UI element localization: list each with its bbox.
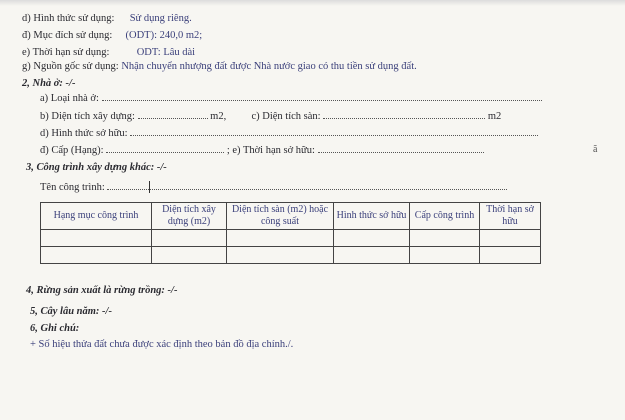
table-cell — [334, 230, 410, 247]
usage-origin-label: g) Nguồn gốc sử dụng: — [22, 61, 119, 72]
usage-origin-row — [22, 60, 417, 73]
usage-purpose-value: (ODT): 240,0 m2; — [125, 30, 203, 41]
grade-dotline — [106, 143, 224, 153]
build-area-row — [40, 109, 501, 123]
usage-purpose-row — [22, 29, 202, 42]
structure-name-dotline — [107, 180, 507, 190]
grade-label: đ) Cấp (Hạng): — [40, 145, 104, 156]
header-floor-area: Diện tích sàn (m2) hoặc công suất — [227, 203, 334, 230]
header-build-area: Diện tích xây dựng (m2) — [152, 203, 227, 230]
other-structures-heading: 3, Công trình xây dựng khác: -/- — [26, 162, 167, 173]
ownership-form-row — [40, 126, 538, 140]
header-grade: Cấp công trình — [410, 203, 480, 230]
table-row — [41, 247, 541, 264]
perennial-heading: 5, Cây lâu năm: -/- — [30, 306, 112, 317]
floor-area-dotline — [323, 109, 485, 119]
house-type-label: a) Loại nhà ở: — [40, 93, 99, 104]
table-cell — [227, 247, 334, 264]
top-edge-shadow — [0, 0, 625, 6]
notes-heading: 6, Ghi chú: — [30, 323, 80, 334]
structure-name-row — [40, 180, 507, 194]
usage-origin-value: Nhận chuyển nhượng đất được Nhà nước giao có thu tiền sử dụng đất. — [121, 61, 417, 72]
table-cell — [152, 230, 227, 247]
forest-heading: 4, Rừng sản xuất là rừng trồng: -/- — [26, 285, 178, 296]
ownership-term-dotline — [318, 143, 484, 153]
table-cell — [152, 247, 227, 264]
table-cell — [334, 247, 410, 264]
house-type-dotline — [102, 91, 542, 101]
table-header-row — [41, 203, 541, 230]
table-cell — [480, 247, 541, 264]
structures-table — [40, 202, 541, 264]
table-cell — [410, 230, 480, 247]
ownership-term-label: ; e) Thời hạn sở hữu: — [226, 145, 315, 156]
header-ownership-term: Thời hạn sở hữu — [480, 203, 541, 230]
notes-text: + Số hiệu thửa đất chưa được xác định theo bản đồ địa chính./. — [30, 339, 294, 350]
build-area-dotline — [138, 109, 208, 119]
floor-area-label: c) Diện tích sàn: — [251, 111, 321, 122]
text-cursor — [149, 181, 150, 193]
grade-row — [40, 143, 484, 157]
usage-form-label: d) Hình thức sử dụng: — [22, 13, 115, 24]
usage-purpose-label: đ) Mục đích sử dụng: — [22, 30, 113, 41]
usage-term-row — [22, 46, 195, 59]
table-cell — [41, 230, 152, 247]
structure-name-label: Tên công trình: — [40, 182, 105, 193]
usage-form-value: Sử dụng riêng. — [129, 13, 192, 24]
ownership-form-dotline — [130, 126, 538, 136]
build-area-unit: m2, — [210, 111, 227, 122]
usage-term-value: ODT: Lâu dài — [136, 47, 196, 58]
table-cell — [480, 230, 541, 247]
build-area-label: b) Diện tích xây dựng: — [40, 111, 135, 122]
usage-term-label: e) Thời hạn sử dụng: — [22, 47, 110, 58]
house-type-row — [40, 91, 542, 105]
house-heading: 2, Nhà ở: -/- — [22, 78, 76, 89]
table-cell — [227, 230, 334, 247]
ownership-form-label: d) Hình thức sở hữu: — [40, 128, 128, 139]
usage-form-row — [22, 12, 192, 25]
header-category: Hạng mục công trình — [41, 203, 152, 230]
floor-area-unit: m2 — [487, 111, 502, 122]
table-cell — [41, 247, 152, 264]
header-ownership-form: Hình thức sở hữu — [334, 203, 410, 230]
margin-mark: ã — [593, 144, 598, 155]
table-cell — [410, 247, 480, 264]
table-row — [41, 230, 541, 247]
